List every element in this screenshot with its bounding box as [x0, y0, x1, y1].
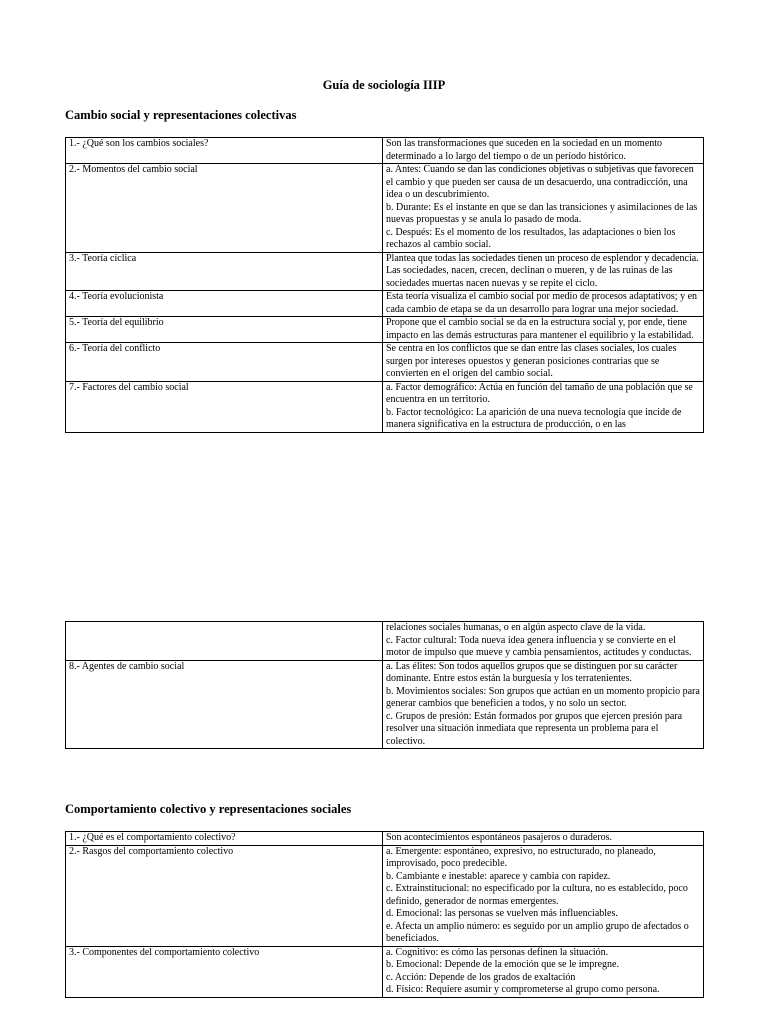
table-row — [66, 622, 704, 661]
answer-line: Son acontecimientos espontáneos pasajeros o duraderos. — [386, 832, 613, 843]
answer-line: e. Afecta un amplio número: es seguido por un amplio grupo de afectados o beneficiados. — [386, 920, 689, 944]
answer-line: a. Antes: Cuando se dan las condiciones objetivas o subjetivas que favorecen el cambio y que pueden ser causa de un desacuerdo, una contradicción, una idea o un descubrimiento. — [386, 164, 694, 200]
answer-cell — [383, 660, 704, 749]
answer-cell — [383, 343, 704, 382]
answer-line: c. Factor cultural: Toda nueva idea genera influencia y se convierte en el motor de impulso que mueve y cambia pensamientos, actitudes y conductas. — [386, 634, 692, 658]
table-row — [66, 832, 704, 846]
answer-cell — [383, 845, 704, 946]
answer-line: Son las transformaciones que suceden en la sociedad en un momento determinado a lo largo del tiempo o de un período histórico. — [386, 138, 663, 162]
question-cell: 2.- Momentos del cambio social — [66, 164, 383, 253]
question-cell: 4.- Teoría evolucionista — [66, 291, 383, 317]
answer-cell — [383, 946, 704, 997]
answer-line: d. Físico: Requiere asumir y comprometerse al grupo como persona. — [386, 984, 660, 995]
answer-line: Propone que el cambio social se da en la estructura social y, por ende, tiene impacto en las demás estructuras para mantener el equilibrio y la estabilidad. — [386, 317, 694, 341]
answer-cell — [383, 317, 704, 343]
question-cell: 1.- ¿Qué son los cambios sociales? — [66, 138, 383, 164]
answer-cell — [383, 138, 704, 164]
answer-line: b. Durante: Es el instante en que se dan las transiciones y asimilaciones de las nuevas propuestas y se anula lo pasado de moda. — [386, 201, 698, 225]
answer-line: c. Después: Es el momento de los resultados, las adaptaciones o bien los rechazos al cambio social. — [386, 226, 676, 250]
question-cell: 5.- Teoría del equilibrio — [66, 317, 383, 343]
answer-line: b. Cambiante e inestable: aparece y cambia con rapidez. — [386, 870, 611, 882]
table-row — [66, 381, 704, 432]
answer-line: b. Movimientos sociales: Son grupos que actúan en un momento propicio para generar cambios que beneficien a todos, y no solo un sector. — [386, 685, 700, 709]
answer-line: Plantea que todas las sociedades tienen un proceso de esplendor y decadencia. Las sociedades, nacen, crecen, declinan o mueren, y de las ruinas de las sociedades muertas nacen nuevas y se repite el ciclo. — [386, 252, 699, 289]
answer-line: c. Acción: Depende de los grados de exaltación — [386, 971, 576, 983]
table-row — [66, 252, 704, 291]
question-cell: 8.- Agentes de cambio social — [66, 660, 383, 749]
answer-line: a. Emergente: espontáneo, expresivo, no estructurado, no planeado, improvisado, poco predecible. — [386, 845, 656, 869]
answer-line: a. Cognitivo: es cómo las personas definen la situación. — [386, 946, 609, 958]
answer-line: Esta teoría visualiza el cambio social por medio de procesos adaptativos; y en cada cambio de etapa se da un desarrollo para lograr una mejor sociedad. — [386, 291, 698, 315]
table-body — [66, 138, 704, 433]
document-title: Guía de sociología IIIP — [322, 78, 446, 92]
table-row — [66, 343, 704, 382]
section-heading-comportamiento-colectivo: Comportamiento colectivo y representaciones sociales — [65, 802, 352, 816]
question-cell: 6.- Teoría del conflicto — [66, 343, 383, 382]
question-cell — [66, 622, 383, 661]
table-row — [66, 291, 704, 317]
answer-cell — [383, 252, 704, 291]
answer-cell — [383, 622, 704, 661]
table-row — [66, 317, 704, 343]
cambio-social-table — [65, 137, 704, 433]
answer-line: c. Grupos de presión: Están formados por grupos que ejercen presión para resolver una situación inmediata que representa un problema para el colectivo. — [386, 710, 683, 747]
answer-line: a. Las élites: Son todos aquellos grupos que se distinguen por su carácter dominante. Entre estos están la burguesía y los terratenientes. — [386, 660, 678, 684]
answer-line: d. Emocional: las personas se vuelven más influenciables. — [386, 908, 618, 919]
answer-cell — [383, 381, 704, 432]
table-row — [66, 660, 704, 749]
question-cell: 1.- ¿Qué es el comportamiento colectivo? — [66, 832, 383, 846]
table-body — [66, 622, 704, 749]
table-row — [66, 946, 704, 997]
cambio-social-table-continued — [65, 621, 704, 749]
answer-cell — [383, 291, 704, 317]
answer-line: b. Factor tecnológico: La aparición de una nueva tecnología que incide de manera significativa en la estructura de producción, o en las — [386, 406, 682, 430]
question-cell: 7.- Factores del cambio social — [66, 381, 383, 432]
answer-line: b. Emocional: Depende de la emoción que se le impregne. — [386, 959, 619, 970]
answer-line: relaciones sociales humanas, o en algún aspecto clave de la vida. — [386, 622, 646, 633]
table-body — [66, 832, 704, 998]
question-cell: 3.- Componentes del comportamiento colectivo — [66, 946, 383, 997]
comportamiento-colectivo-table — [65, 831, 704, 998]
answer-line: a. Factor demográfico: Actúa en función del tamaño de una población que se encuentra en un territorio. — [386, 381, 693, 405]
section-heading-cambio-social: Cambio social y representaciones colectivas — [65, 108, 297, 122]
answer-line: c. Extrainstitucional: no especificado por la cultura, no es establecido, poco definido, generador de normas emergentes. — [386, 883, 688, 907]
table-row — [66, 138, 704, 164]
question-cell: 2.- Rasgos del comportamiento colectivo — [66, 845, 383, 946]
answer-cell — [383, 164, 704, 253]
question-cell: 3.- Teoría cíclica — [66, 252, 383, 291]
answer-cell — [383, 832, 704, 846]
table-row — [66, 845, 704, 946]
answer-line: Se centra en los conflictos que se dan entre las clases sociales, los cuales surgen por intereses opuestos y generan posiciones contrarias que se convierten en el origen del cambio social. — [386, 343, 677, 379]
table-row — [66, 164, 704, 253]
